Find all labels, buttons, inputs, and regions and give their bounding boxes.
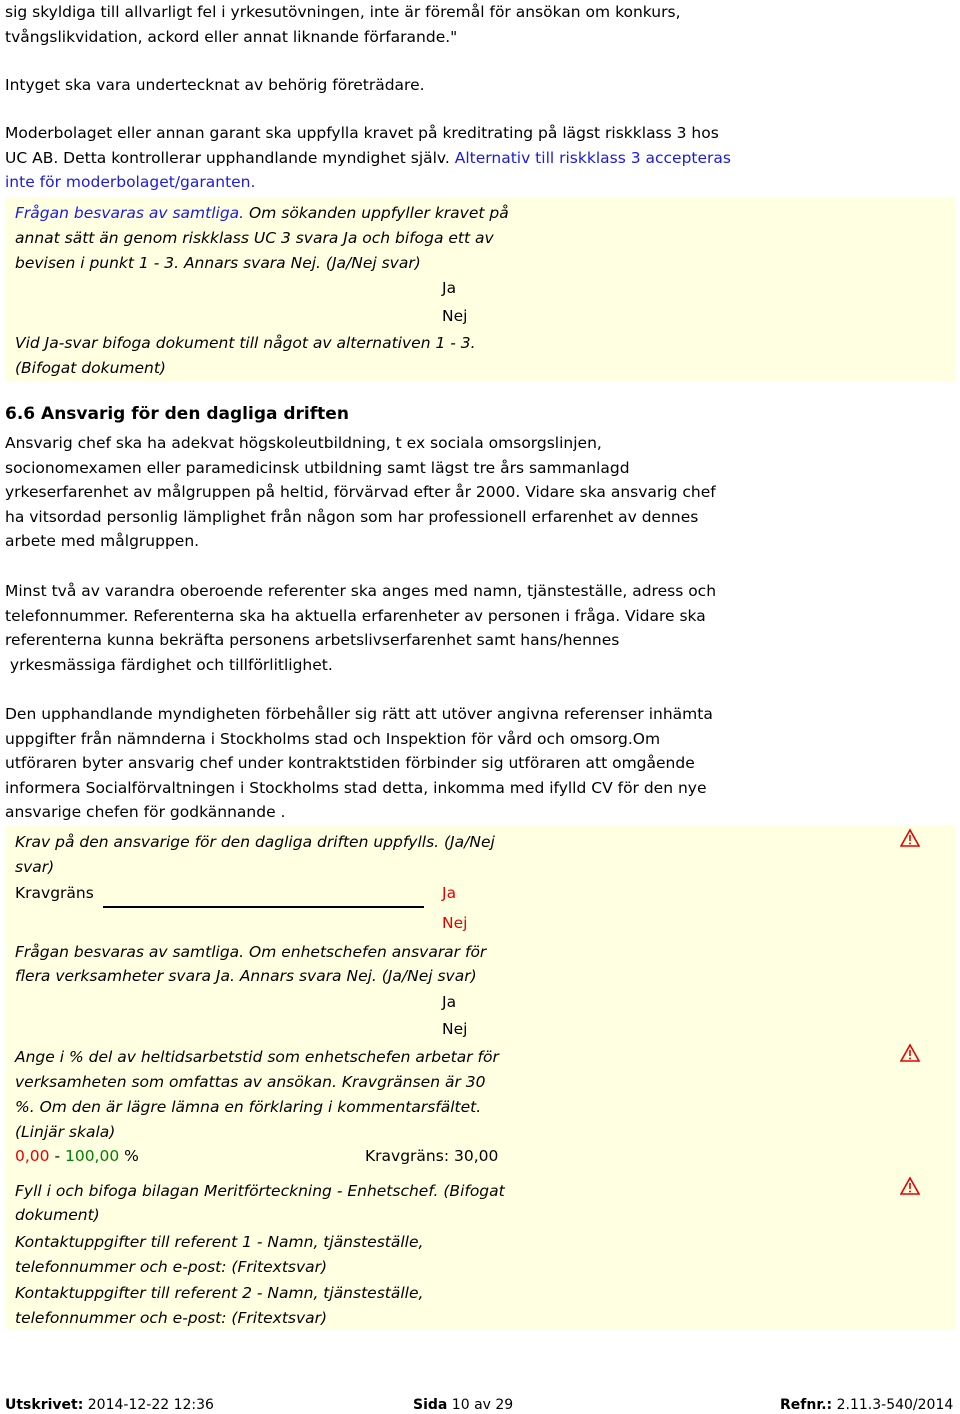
intro-paragraph-1: sig skyldiga till allvarligt fel i yrkesutövningen, inte är föremål för ansökan om konkurs, tvångslikvidation, ackord eller annat liknande förfarande." xyxy=(5,3,681,46)
required-answer-nej[interactable]: Nej xyxy=(442,914,468,932)
section-heading: 6.6 Ansvarig för den dagliga driften xyxy=(5,404,349,424)
footer-page: Sida 10 av 29 xyxy=(413,1397,514,1413)
answer-nej-option[interactable]: Nej xyxy=(442,307,468,325)
referent-2-line-2: telefonnummer och e-post: (Fritextsvar) xyxy=(15,1309,328,1327)
question-line-3: bevisen i punkt 1 - 3. Annars svara Nej. (Ja/Nej svar) xyxy=(15,254,421,272)
percentage-question-line-3: %. Om den är lägre lämna en förklaring i kommentarsfältet. xyxy=(15,1098,482,1116)
warning-icon xyxy=(900,1176,920,1196)
answer-ja-option[interactable]: Ja xyxy=(442,279,457,297)
percentage-question-line-2: verksamheten som omfattas av ansökan. Kravgränsen är 30 xyxy=(15,1073,486,1091)
scale-min: 0,00 xyxy=(15,1147,50,1165)
percentage-question-line-1: Ange i % del av heltidsarbetstid som enhetschefen arbetar för xyxy=(15,1048,499,1066)
merit-instruction-line-1: Fyll i och bifoga bilagan Meritförteckning - Enhetschef. (Bifogat xyxy=(15,1182,505,1200)
answer-ja-option[interactable]: Ja xyxy=(442,993,457,1011)
section-paragraph-3: Den upphandlande myndigheten förbehåller sig rätt att utöver angivna referenser inhämta uppgifter från nämnderna i Stockholms stad och Inspektion för vård och omsorg.Om utföraren byter ansvarig chef under kontraktstiden förbinder sig utföraren att omgående informera Socialförvaltningen i Stockholms stad detta, inkomma med ifylld CV för den nye ansvarige chefen för godkännande . xyxy=(5,705,713,821)
question-line-2: annat sätt än genom riskklass UC 3 svara Ja och bifoga ett av xyxy=(15,229,494,247)
footer-refnr: Refnr.: 2.11.3-540/2014 xyxy=(780,1397,954,1413)
referent-2-line-1: Kontaktuppgifter till referent 2 - Namn, tjänsteställe, xyxy=(15,1284,424,1302)
referent-1-line-2: telefonnummer och e-post: (Fritextsvar) xyxy=(15,1258,328,1276)
intro-paragraph-2: Intyget ska vara undertecknat av behörig företrädare. xyxy=(5,76,425,94)
intro-paragraph-3: Moderbolaget eller annan garant ska uppfylla kravet på kreditrating på lägst riskklass 3 hos UC AB. Detta kontrollerar upphandlande myndighet själv. Alternativ till riskklass 3 accepteras inte för moderbolaget/garanten. xyxy=(5,124,731,191)
section-paragraph-2: Minst två av varandra oberoende referenter ska anges med namn, tjänsteställe, adress och telefonnummer. Referenterna ska ha aktuella erfarenheter av personen i fråga. Vidare ska referenterna kunna bekräfta personens arbetslivserfarenhet samt hans/hennes yrkesmässiga färdighet och tillförlitlighet. xyxy=(5,582,717,674)
kravgrans-label: Kravgräns xyxy=(15,884,94,902)
answer-nej-option[interactable]: Nej xyxy=(442,1020,468,1038)
scale-max: 100,00 xyxy=(64,1147,120,1165)
question-line-1: Frågan besvaras av samtliga. Om sökanden uppfyller kravet på xyxy=(15,204,509,222)
attachment-instruction: Vid Ja-svar bifoga dokument till något av alternativen 1 - 3. xyxy=(15,334,476,352)
attachment-type: (Bifogat dokument) xyxy=(15,359,166,377)
question-line-1: Frågan besvaras av samtliga. Om enhetschefen ansvarar för xyxy=(15,943,487,961)
warning-icon xyxy=(900,828,920,848)
question-line-2: flera verksamheter svara Ja. Annars svara Nej. (Ja/Nej svar) xyxy=(15,967,477,985)
referent-1-line-1: Kontaktuppgifter till referent 1 - Namn, tjänsteställe, xyxy=(15,1233,424,1251)
percentage-question-line-4: (Linjär skala) xyxy=(15,1123,116,1141)
kravgrans-underline xyxy=(103,906,424,908)
section-paragraph-1: Ansvarig chef ska ha adekvat högskoleutbildning, t ex sociala omsorgslinjen, socionomexamen eller paramedicinsk utbildning samt lägst tre års sammanlagd yrkeserfarenhet av målgruppen på heltid, förvärvad efter år 2000. Vidare ska ansvarig chef ha vitsordad personlig lämplighet från någon som har professionell erfarenhet av dennes arbete med målgruppen. xyxy=(5,434,716,550)
warning-icon xyxy=(900,1043,920,1063)
percentage-scale: 0,00 - 100,00 % xyxy=(15,1147,139,1165)
merit-instruction-line-2: dokument) xyxy=(15,1206,100,1224)
kravgrans-value: Kravgräns: 30,00 xyxy=(365,1147,499,1165)
requirement-line-2: svar) xyxy=(15,858,55,876)
footer-printed: Utskrivet: 2014-12-22 12:36 xyxy=(5,1397,214,1413)
requirement-line-1: Krav på den ansvarige för den dagliga driften uppfylls. (Ja/Nej xyxy=(15,833,495,851)
required-answer-ja[interactable]: Ja xyxy=(442,884,457,902)
